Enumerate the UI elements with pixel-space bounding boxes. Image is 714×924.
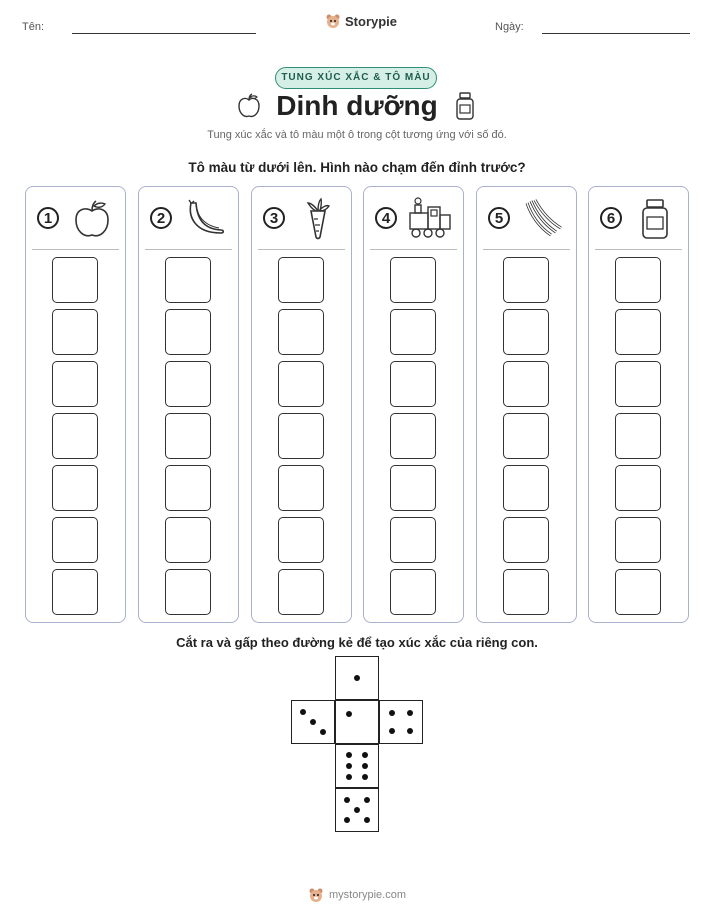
color-cell[interactable] xyxy=(52,257,98,303)
column-divider xyxy=(145,249,232,250)
column-4 xyxy=(363,186,464,623)
jar-icon xyxy=(633,197,677,241)
color-cell[interactable] xyxy=(615,569,661,615)
color-cell[interactable] xyxy=(165,257,211,303)
color-cell[interactable] xyxy=(390,517,436,563)
color-cell[interactable] xyxy=(52,517,98,563)
die-face-6 xyxy=(335,744,379,788)
color-cell[interactable] xyxy=(52,413,98,459)
column-number: 2 xyxy=(150,207,172,229)
bear-icon xyxy=(308,887,324,903)
color-cell[interactable] xyxy=(278,569,324,615)
color-cell[interactable] xyxy=(165,361,211,407)
jar-icon xyxy=(455,92,475,125)
color-cell[interactable] xyxy=(390,413,436,459)
date-line xyxy=(542,33,690,34)
page-title: Dinh dưỡng xyxy=(276,90,438,121)
column-6 xyxy=(588,186,689,623)
footer-url: mystorypie.com xyxy=(328,889,407,901)
color-cell[interactable] xyxy=(390,309,436,355)
color-cell[interactable] xyxy=(165,517,211,563)
color-cell[interactable] xyxy=(390,569,436,615)
color-cell[interactable] xyxy=(278,517,324,563)
column-number: 6 xyxy=(600,207,622,229)
activity-badge: TUNG XÚC XẮC & TÔ MÀU xyxy=(275,67,437,89)
color-cell[interactable] xyxy=(503,517,549,563)
banana-icon xyxy=(183,197,227,241)
color-cell[interactable] xyxy=(615,309,661,355)
coloring-instruction: Tô màu từ dưới lên. Hình nào chạm đến đỉnh trước? xyxy=(188,160,526,175)
date-label: Ngày: xyxy=(495,21,524,33)
color-cell[interactable] xyxy=(390,465,436,511)
color-cell[interactable] xyxy=(615,465,661,511)
column-number: 4 xyxy=(375,207,397,229)
die-net xyxy=(290,656,426,836)
column-divider xyxy=(32,249,119,250)
color-cell[interactable] xyxy=(165,309,211,355)
brand-name: Storypie xyxy=(345,13,398,29)
die-face-1 xyxy=(335,656,379,700)
color-cell[interactable] xyxy=(503,569,549,615)
color-cell[interactable] xyxy=(278,465,324,511)
color-cell[interactable] xyxy=(390,361,436,407)
color-cell[interactable] xyxy=(615,413,661,459)
name-line xyxy=(72,33,256,34)
footer xyxy=(0,887,714,903)
carrot-icon xyxy=(296,197,340,241)
column-1 xyxy=(25,186,126,623)
green-beans-icon xyxy=(521,197,565,241)
color-cell[interactable] xyxy=(503,465,549,511)
color-cell[interactable] xyxy=(165,569,211,615)
color-cell[interactable] xyxy=(52,309,98,355)
column-number: 5 xyxy=(488,207,510,229)
color-cell[interactable] xyxy=(503,413,549,459)
cut-instruction: Cắt ra và gấp theo đường kẻ để tạo xúc xắc của riêng con. xyxy=(176,635,538,650)
name-label: Tên: xyxy=(22,21,45,33)
column-divider xyxy=(258,249,345,250)
color-cell[interactable] xyxy=(52,465,98,511)
die-face-4 xyxy=(379,700,423,744)
column-number: 1 xyxy=(37,207,59,229)
column-divider xyxy=(483,249,570,250)
apple-icon xyxy=(70,197,114,241)
color-cell[interactable] xyxy=(503,361,549,407)
subtitle: Tung xúc xắc và tô màu một ô trong cột tương ứng với số đó. xyxy=(207,129,507,141)
color-cell[interactable] xyxy=(278,257,324,303)
color-cell[interactable] xyxy=(52,361,98,407)
color-cell[interactable] xyxy=(278,361,324,407)
column-2 xyxy=(138,186,239,623)
color-cell[interactable] xyxy=(52,569,98,615)
color-cell[interactable] xyxy=(503,257,549,303)
die-face-1 xyxy=(335,700,379,744)
column-divider xyxy=(370,249,457,250)
bear-icon xyxy=(325,13,341,29)
color-cell[interactable] xyxy=(165,465,211,511)
color-cell[interactable] xyxy=(615,257,661,303)
column-5 xyxy=(476,186,577,623)
color-cell[interactable] xyxy=(503,309,549,355)
column-divider xyxy=(595,249,682,250)
train-icon xyxy=(408,197,452,241)
color-cell[interactable] xyxy=(278,413,324,459)
brand-logo xyxy=(325,13,397,29)
column-3 xyxy=(251,186,352,623)
die-face-3 xyxy=(291,700,335,744)
die-face-5 xyxy=(335,788,379,832)
color-cell[interactable] xyxy=(165,413,211,459)
color-cell[interactable] xyxy=(278,309,324,355)
color-cell[interactable] xyxy=(615,361,661,407)
color-cell[interactable] xyxy=(390,257,436,303)
column-number: 3 xyxy=(263,207,285,229)
color-cell[interactable] xyxy=(615,517,661,563)
